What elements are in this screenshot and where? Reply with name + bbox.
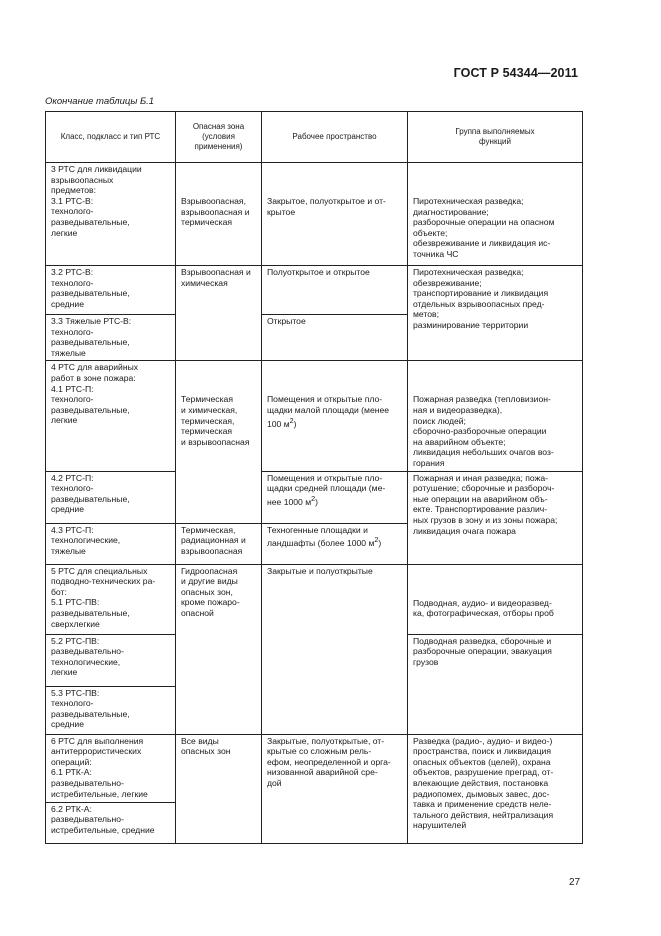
col-header-zone: Опасная зона (условия применения) bbox=[176, 112, 262, 163]
cell-space: Помещения и открытые пло- щадки малой площади (менее 100 $м^2$) bbox=[262, 361, 408, 471]
cell-functions: Разведка (радио-, аудио- и видео-) пространства, поиск и ликвидация опасных объектов (целей), охрана объектов, разрушение преград, от- влекающие действия, постановка радиопомех, дымовых завес, дос- тавка и применение средств нелe- тального действия, нейтрализация нарушителей bbox=[408, 734, 583, 843]
cell-functions: Подводная разведка, сборочные и разборочные операции, эвакуация грузов bbox=[408, 634, 583, 734]
cell-class: 5 РТС для специальных подводно-технических ра- бот: 5.1 РТС-ПВ: разведывательные, сверхлегкие bbox=[46, 564, 176, 634]
cell-zone: Гидроопасная и другие виды опасных зон, кроме пожаро- опасной bbox=[176, 564, 262, 734]
table-row bbox=[46, 163, 583, 266]
col-header-functions: Группа выполняемых функций bbox=[408, 112, 583, 163]
table-row bbox=[46, 266, 583, 315]
table-row bbox=[46, 564, 583, 634]
cell-class: 5.2 РТС-ПВ: разведывательно- технологические, легкие bbox=[46, 634, 176, 686]
col-header-space: Рабочее пространство bbox=[262, 112, 408, 163]
cell-space: Закрытые и полуоткрытые bbox=[262, 564, 408, 734]
table-row bbox=[46, 361, 583, 471]
cell-class: 3 РТС для ликвидации взрывоопасных предметов: 3.1 РТС-В: технолого- разведывательные, легкие bbox=[46, 163, 176, 266]
document-code: ГОСТ Р 54344—2011 bbox=[453, 66, 578, 80]
table-row bbox=[46, 471, 583, 523]
cell-space: Закрытые, полуоткрытые, от- крытые со сложным рель- ефом, неопределенной и орга- низованной аварийной сре- дой bbox=[262, 734, 408, 843]
cell-class: 4.3 РТС-П: технологические, тяжелые bbox=[46, 523, 176, 564]
cell-zone: Взрывоопасная и химическая bbox=[176, 266, 262, 361]
cell-class: 6.2 РТК-А: разведывательно- истребительные, средние bbox=[46, 802, 176, 843]
table-row bbox=[46, 734, 583, 802]
cell-class: 5.3 РТС-ПВ: технолого- разведывательные, средние bbox=[46, 686, 176, 734]
cell-zone: Термическая и химическая, термическая, термическая и взрывоопасная bbox=[176, 361, 262, 523]
cell-space: Помещения и открытые пло- щадки средней площади (ме- нее 1000 $м^2$) bbox=[262, 471, 408, 523]
cell-functions: Пиротехническая разведка; обезвреживание; транспортирование и ликвидация отдельных взрывоопасных пред- метов; разминирование территории bbox=[408, 266, 583, 361]
cell-functions: Пожарная и иная разведка; пожа- ротушение; сборочные и разбороч- ные операции на аварийном объ- екте. Транспортирование различ- ных грузов в зону и из зоны пожара; ликвидация очага пожара bbox=[408, 471, 583, 564]
cell-class: 6 РТС для выполнения антитеррористических операций: 6.1 РТК-А: разведывательно- истребительные, легкие bbox=[46, 734, 176, 802]
cell-class: 3.2 РТС-В: технолого- разведывательные, средние bbox=[46, 266, 176, 315]
cell-space: Техногенные площадки и ландшафты (более 1000 $м^2$) bbox=[262, 523, 408, 564]
cell-space: Закрытое, полуоткрытое и от- крытое bbox=[262, 163, 408, 266]
page-number: 27 bbox=[569, 877, 581, 888]
classification-table bbox=[45, 111, 583, 844]
cell-space: Полуоткрытое и открытое bbox=[262, 266, 408, 315]
cell-zone: Термическая, радиационная и взрывоопасная bbox=[176, 523, 262, 564]
cell-class: 3.3 Тяжелые РТС-В: технолого- разведывательные, тяжелые bbox=[46, 315, 176, 361]
cell-class: 4 РТС для аварийных работ в зоне пожара: 4.1 РТС-П: технолого- разведывательные, легкие bbox=[46, 361, 176, 471]
cell-functions: Подводная, аудио- и видеоразвед- ка, фотографическая, отборы проб bbox=[408, 564, 583, 634]
cell-zone: Взрывоопасная, взрывоопасная и термическая bbox=[176, 163, 262, 266]
table-header-row bbox=[46, 112, 583, 163]
cell-class: 4.2 РТС-П: технолого- разведывательные, средние bbox=[46, 471, 176, 523]
cell-space: Открытое bbox=[262, 315, 408, 361]
cell-functions: Пиротехническая разведка; диагностирование; разборочные операции на опасном объекте; обезвреживание и ликвидация ис- точника ЧС bbox=[408, 163, 583, 266]
table-caption: Окончание таблицы Б.1 bbox=[45, 96, 155, 107]
cell-functions: Пожарная разведка (тепловизион- ная и видеоразведка), поиск людей; сборочно-разборочные операции на аварийном объекте; ликвидация небольших очагов воз- горания bbox=[408, 361, 583, 471]
cell-zone: Все виды опасных зон bbox=[176, 734, 262, 843]
col-header-class: Класс, подкласс и тип РТС bbox=[46, 112, 176, 163]
